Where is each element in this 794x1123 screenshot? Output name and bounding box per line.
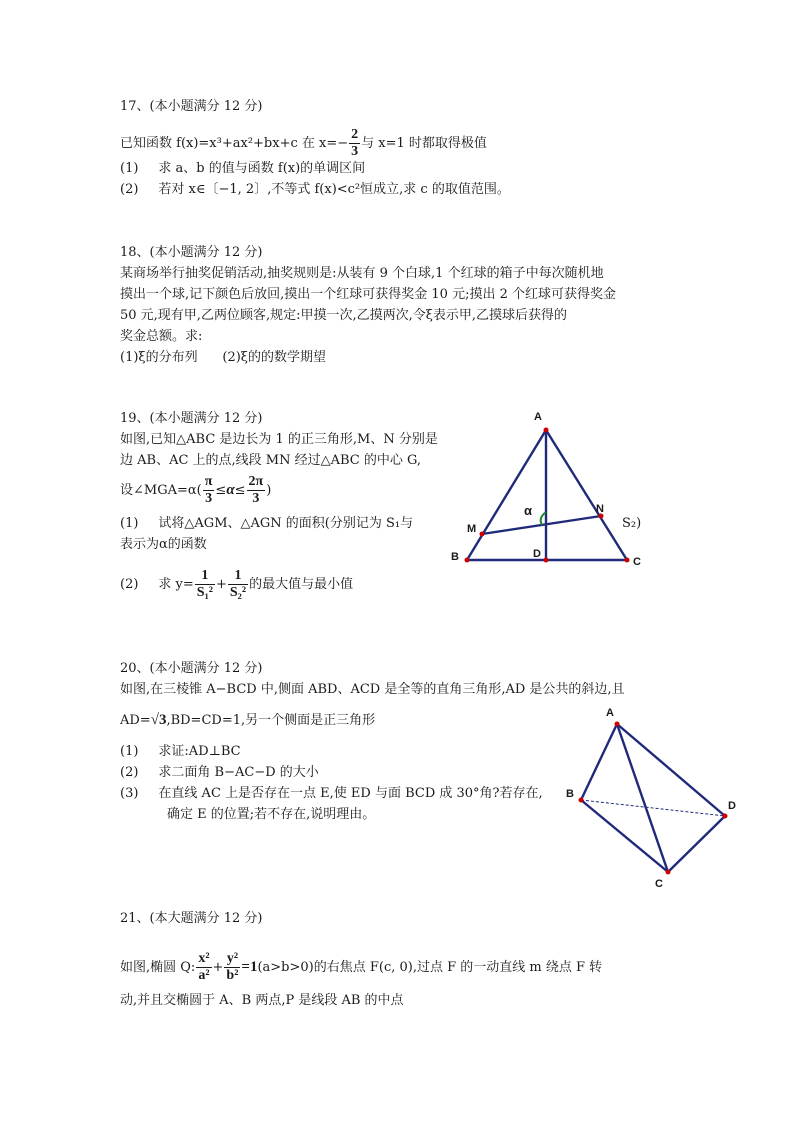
edge-cd <box>668 816 725 872</box>
vertex-a-dot <box>544 428 549 433</box>
q20-part1-text: 求证:AD⊥BC <box>158 744 241 759</box>
q17-stem-b: 与 x=1 时都取得极值 <box>361 136 487 151</box>
q19-line2: 边 AB、AC 上的点,线段 MN 经过△ABC 的中心 G, <box>120 453 422 468</box>
q21-fx-den: a² <box>198 968 210 983</box>
q20-line1: 如图,在三棱锥 A−BCD 中,侧面 ABD、ACD 是全等的直角三角形,AD 是公共的斜边,且 <box>120 682 625 697</box>
label-d: D <box>533 548 541 560</box>
q18-line1: 某商场举行抽奖促销活动,抽奖规则是:从装有 9 个白球,1 个红球的箱子中每次随机地 <box>120 266 604 281</box>
q18-line4: 奖金总额。求: <box>120 329 203 344</box>
q20-part3-num: (3) <box>120 786 139 801</box>
vertex-d-dot <box>544 558 549 563</box>
q19-part1-line1: 试将△AGM、△AGN 的面积(分别记为 S₁与 <box>158 516 414 531</box>
q21-frac-x <box>196 951 211 984</box>
vertex-b-dot <box>465 558 470 563</box>
q19-part1-line2: 表示为α的函数 <box>120 537 207 552</box>
q20-tetrahedron-figure <box>560 700 750 890</box>
q19-frac-pi-3 <box>203 474 215 507</box>
q17-fraction <box>349 127 360 160</box>
q17-part2-text: 若对 x∈〔−1, 2〕,不等式 f(x)<c²恒成立,求 c 的取值范围。 <box>158 182 510 197</box>
q19-part2-a: 求 y= <box>158 577 194 592</box>
q19-plus: + <box>215 577 227 592</box>
q19-part2 <box>120 568 353 601</box>
q21-header: 21、(本大题满分 12 分) <box>120 911 263 926</box>
vertex-b-dot <box>579 798 584 803</box>
q19-part1 <box>120 515 413 533</box>
q17-frac-den: 3 <box>351 144 359 159</box>
q18-line2: 摸出一个球,记下颜色后放回,摸出一个红球可获得奖金 10 元;摸出 2 个红球可获得奖金 <box>120 287 616 302</box>
point-m-dot <box>480 532 485 537</box>
q17-frac-num: 2 <box>351 127 359 142</box>
label-m: M <box>467 523 477 535</box>
q20-part1-num: (1) <box>120 744 139 759</box>
q20-part3-line1: 在直线 AC 上是否存在一点 E,使 ED 与面 BCD 成 30°角?若存在, <box>158 786 543 801</box>
q19-line1: 如图,已知△ABC 是边长为 1 的正三角形,M、N 分别是 <box>120 432 438 447</box>
q17-part1 <box>120 160 365 178</box>
q20-line2 <box>120 711 375 730</box>
label-b: B <box>566 788 574 800</box>
q19-line3 <box>120 474 271 507</box>
q17-part2 <box>120 181 510 199</box>
label-a: A <box>606 707 614 719</box>
q19-fb-den: S₂² <box>229 585 247 600</box>
q19-line3-b: ) <box>266 483 272 498</box>
q19-le1: ≤ <box>215 483 227 498</box>
q17-stem <box>120 127 487 160</box>
q20-header: 20、(本小题满分 12 分) <box>120 661 263 676</box>
label-c: C <box>633 556 641 568</box>
q21-eq1: =1 <box>241 959 258 975</box>
q19-frac-1-s1 <box>195 568 215 601</box>
label-a: A <box>534 411 542 423</box>
q17-part1-num: (1) <box>120 161 139 176</box>
q17-stem-a: 已知函数 f(x)=x³+ax²+bx+c 在 x=− <box>120 136 349 151</box>
q18-line3: 50 元,现有甲,乙两位顾客,规定:甲摸一次,乙摸两次,令ξ表示甲,乙摸球后获得的 <box>120 308 568 323</box>
q19-part2-b: 的最大值与最小值 <box>249 577 354 592</box>
q20-part2-num: (2) <box>120 765 139 780</box>
vertex-c-dot <box>625 558 630 563</box>
q19-f1-num: π <box>204 474 213 489</box>
label-n: N <box>596 503 604 515</box>
q19-fa-den: S₁² <box>196 585 213 600</box>
q19-fa-num: 1 <box>195 568 215 585</box>
q19-part2-num: (2) <box>120 577 139 592</box>
q19-part1-num: (1) <box>120 516 139 531</box>
vertex-a-dot <box>615 722 620 727</box>
side-ab <box>467 430 546 560</box>
q19-header: 19、(本小题满分 12 分) <box>120 411 263 426</box>
q21-line1 <box>120 951 602 984</box>
q21-fx-num: x² <box>198 951 210 966</box>
q19-le2: ≤ <box>234 483 246 498</box>
side-ac <box>546 430 627 560</box>
q20-line2-b: ,BD=CD=1,另一个侧面是正三角形 <box>166 713 376 728</box>
q18-header: 18、(本小题满分 12 分) <box>120 245 263 260</box>
q19-frac-2pi-3 <box>247 474 266 507</box>
q21-plus: + <box>212 960 224 975</box>
label-alpha: α <box>524 503 532 518</box>
edge-bd-hidden <box>581 800 725 816</box>
label-b: B <box>451 551 459 563</box>
q19-f2-num: 2π <box>248 474 264 489</box>
q19-f2-den: 3 <box>252 491 260 506</box>
q17-part2-num: (2) <box>120 182 139 197</box>
q21-fy-den: b² <box>226 968 239 983</box>
edge-ab <box>581 724 617 800</box>
label-d: D <box>728 800 736 812</box>
q20-part1 <box>120 743 241 761</box>
vertex-c-dot <box>666 870 671 875</box>
q21-line1-b: (a>b>0)的右焦点 F(c, 0),过点 F 的一动直线 m 绕点 F 转 <box>257 960 603 975</box>
q19-frac-1-s2 <box>228 568 248 601</box>
q18-line5: (1)ξ的分布列 (2)ξ的的数学期望 <box>120 350 326 365</box>
q17-header: 17、(本小题满分 12 分) <box>120 99 263 114</box>
q19-s2-tail: S₂) <box>622 516 642 531</box>
q19-alpha: α <box>226 482 235 498</box>
q20-part2-text: 求二面角 B−AC−D 的大小 <box>158 765 319 780</box>
q19-f1-den: 3 <box>205 491 213 506</box>
q20-part3 <box>120 785 543 803</box>
q21-line2: 动,并且交椭圆于 A、B 两点,P 是线段 AB 的中点 <box>120 993 404 1008</box>
q20-sqrt3: √3 <box>150 712 167 728</box>
q19-line3-a: 设∠MGA=α( <box>120 483 202 498</box>
q20-part2 <box>120 764 319 782</box>
q21-frac-y <box>224 951 240 984</box>
q20-line2-a: AD= <box>120 713 151 728</box>
q19-fb-num: 1 <box>228 568 248 585</box>
q17-part1-text: 求 a、b 的值与函数 f(x)的单调区间 <box>158 161 366 176</box>
q20-part3-line2: 确定 E 的位置;若不存在,说明理由。 <box>167 807 376 822</box>
q21-fy-num: y² <box>224 951 240 968</box>
q19-triangle-figure <box>440 400 650 580</box>
label-c: C <box>655 878 663 890</box>
vertex-d-dot <box>723 814 728 819</box>
q21-line1-a: 如图,椭圆 Q: <box>120 960 196 975</box>
